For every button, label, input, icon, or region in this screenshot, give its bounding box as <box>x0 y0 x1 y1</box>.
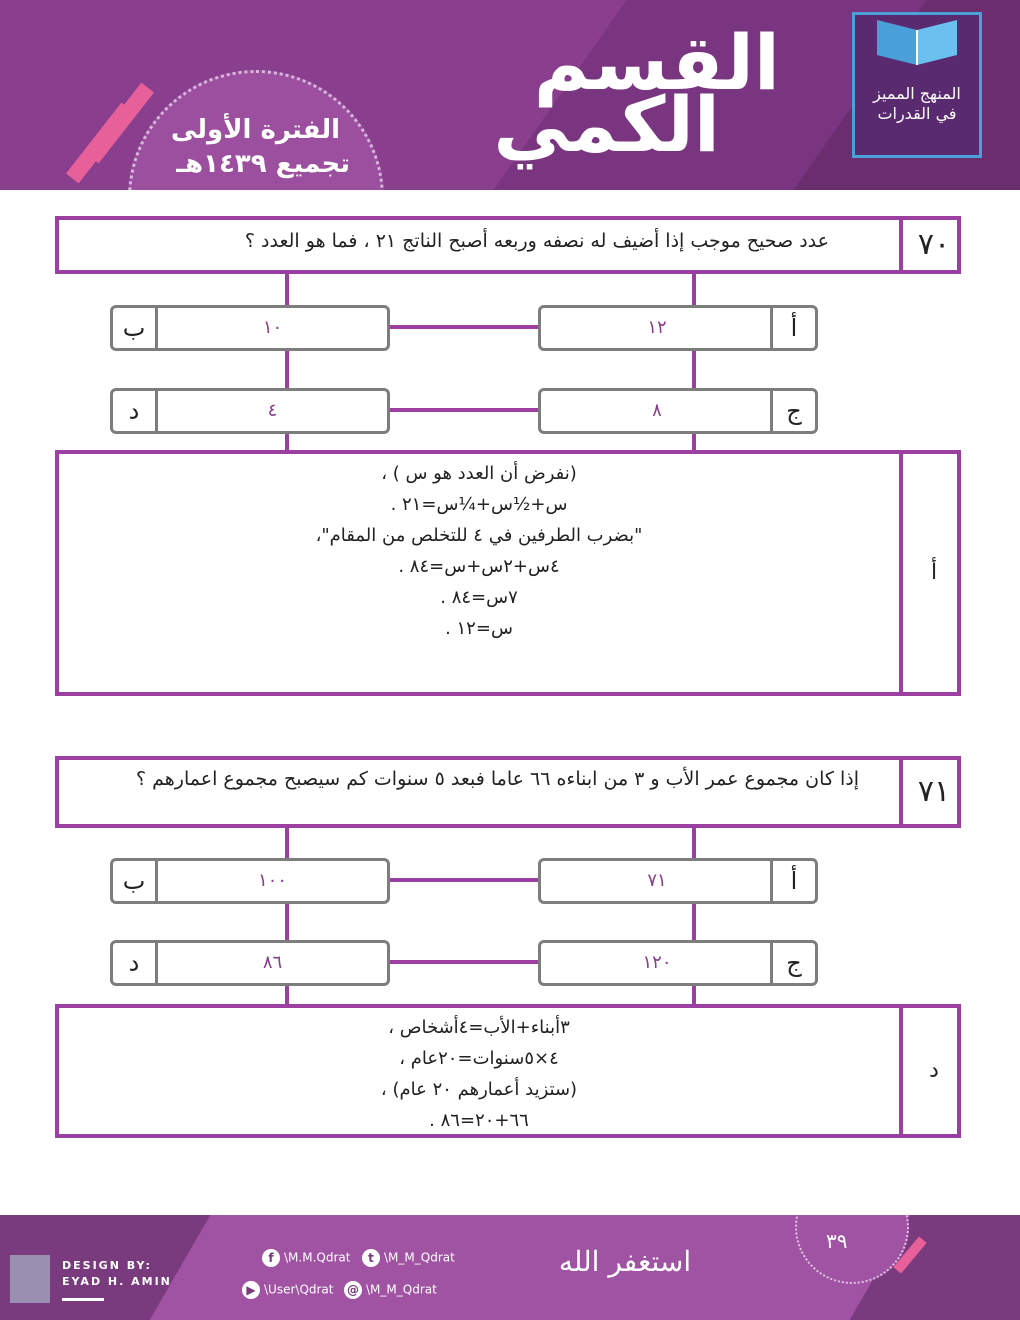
solution-line: س=١٢ . <box>445 618 513 639</box>
question-71-solution-box <box>55 1004 961 1138</box>
q71-option-c[interactable] <box>538 940 818 986</box>
question-71-number: ٧١ <box>899 760 965 824</box>
option-value: ١٢ <box>647 317 667 338</box>
solution-line: ٤×٥سنوات=٢٠عام ، <box>399 1048 559 1069</box>
designer-name: EYAD H. AMIN <box>62 1275 172 1288</box>
instagram-link[interactable] <box>344 1281 437 1299</box>
period-label: الفترة الأولى <box>170 115 340 145</box>
q70-option-a[interactable] <box>538 305 818 351</box>
question-71-text: إذا كان مجموع عمر الأب و ٣ من ابناءه ٦٦ عاما فبعد ٥ سنوات كم سيصبح مجموع اعمارهم ؟ <box>136 768 859 790</box>
option-value: ٧١ <box>647 870 667 891</box>
solution-line: ٣أبناء+الأب=٤أشخاص ، <box>388 1017 570 1038</box>
youtube-handle: \User\Qdrat <box>264 1282 334 1297</box>
connector-line <box>388 878 540 882</box>
question-70-solution-box <box>55 450 961 696</box>
option-value: ١٠ <box>262 317 283 338</box>
option-label: ج <box>770 391 815 431</box>
q70-option-d[interactable] <box>110 388 390 434</box>
option-label: ب <box>113 861 158 901</box>
divider <box>62 1298 104 1301</box>
solution-70 <box>59 458 899 644</box>
youtube-link[interactable] <box>242 1281 334 1299</box>
designer-signature-logo <box>10 1255 50 1303</box>
solution-71 <box>59 1012 899 1136</box>
option-value: ١٠٠ <box>257 870 287 891</box>
question-71-box <box>55 756 961 828</box>
option-label: د <box>113 391 158 431</box>
option-value: ٨٦ <box>262 952 283 973</box>
section-title-line2: الكمي <box>493 80 720 169</box>
instagram-icon: @ <box>344 1281 362 1299</box>
option-value: ٨ <box>652 400 662 421</box>
solution-line: ٦٦+٢٠=٨٦ . <box>429 1110 529 1131</box>
youtube-icon: ▶ <box>242 1281 260 1299</box>
q71-option-d[interactable] <box>110 940 390 986</box>
calligraphy-text: استغفر الله <box>558 1245 692 1278</box>
solution-line: "بضرب الطرفين في ٤ للتخلص من المقام"، <box>315 525 643 546</box>
solution-line: (ستزيد أعمارهم ٢٠ عام) ، <box>380 1079 578 1100</box>
solution-line: ٧س=٨٤ . <box>440 587 518 608</box>
question-70-text: عدد صحيح موجب إذا أضيف له نصفه وربعه أصبح الناتج ٢١ ، فما هو العدد ؟ <box>244 230 829 252</box>
question-70-number: ٧٠ <box>899 220 965 270</box>
page-footer <box>0 1215 1020 1320</box>
q71-option-b[interactable] <box>110 858 390 904</box>
facebook-handle: \M.M.Qdrat <box>284 1250 351 1265</box>
option-label: د <box>113 943 158 983</box>
q70-option-c[interactable] <box>538 388 818 434</box>
q71-option-a[interactable] <box>538 858 818 904</box>
option-label: أ <box>770 861 815 901</box>
option-label: ب <box>113 308 158 348</box>
twitter-icon: t <box>362 1249 380 1267</box>
page-header <box>0 0 1020 190</box>
design-by-label: DESIGN BY: <box>62 1259 152 1272</box>
facebook-link[interactable] <box>262 1249 350 1267</box>
option-label: أ <box>770 308 815 348</box>
twitter-link[interactable] <box>362 1249 455 1267</box>
twitter-handle: \M_M_Qdrat <box>384 1250 455 1265</box>
facebook-icon: f <box>262 1249 280 1267</box>
connector-line <box>388 408 540 412</box>
solution-line: ٤س+٢س+س=٨٤ . <box>398 556 560 577</box>
question-70-box <box>55 216 961 274</box>
book-logo <box>852 12 982 158</box>
logo-caption: المنهج المميز في القدرات <box>873 84 961 123</box>
instagram-handle: \M_M_Qdrat <box>366 1282 437 1297</box>
collection-year-label: تجميع ١٤٣٩هـ <box>176 149 350 179</box>
open-book-icon <box>867 15 967 75</box>
connector-line <box>388 325 540 329</box>
section-title-line1: القسم <box>533 18 780 107</box>
connector-line <box>388 960 540 964</box>
page-number: ٣٩ <box>826 1229 848 1253</box>
option-value: ٤ <box>267 400 278 421</box>
answer-71: د <box>899 1008 965 1134</box>
q70-option-b[interactable] <box>110 305 390 351</box>
option-label: ج <box>770 943 815 983</box>
solution-line: س+½س+¼س=٢١ . <box>390 494 568 515</box>
solution-line: (نفرض أن العدد هو س ) ، <box>381 463 577 484</box>
answer-70: أ <box>899 454 965 692</box>
option-value: ١٢٠ <box>642 952 672 973</box>
